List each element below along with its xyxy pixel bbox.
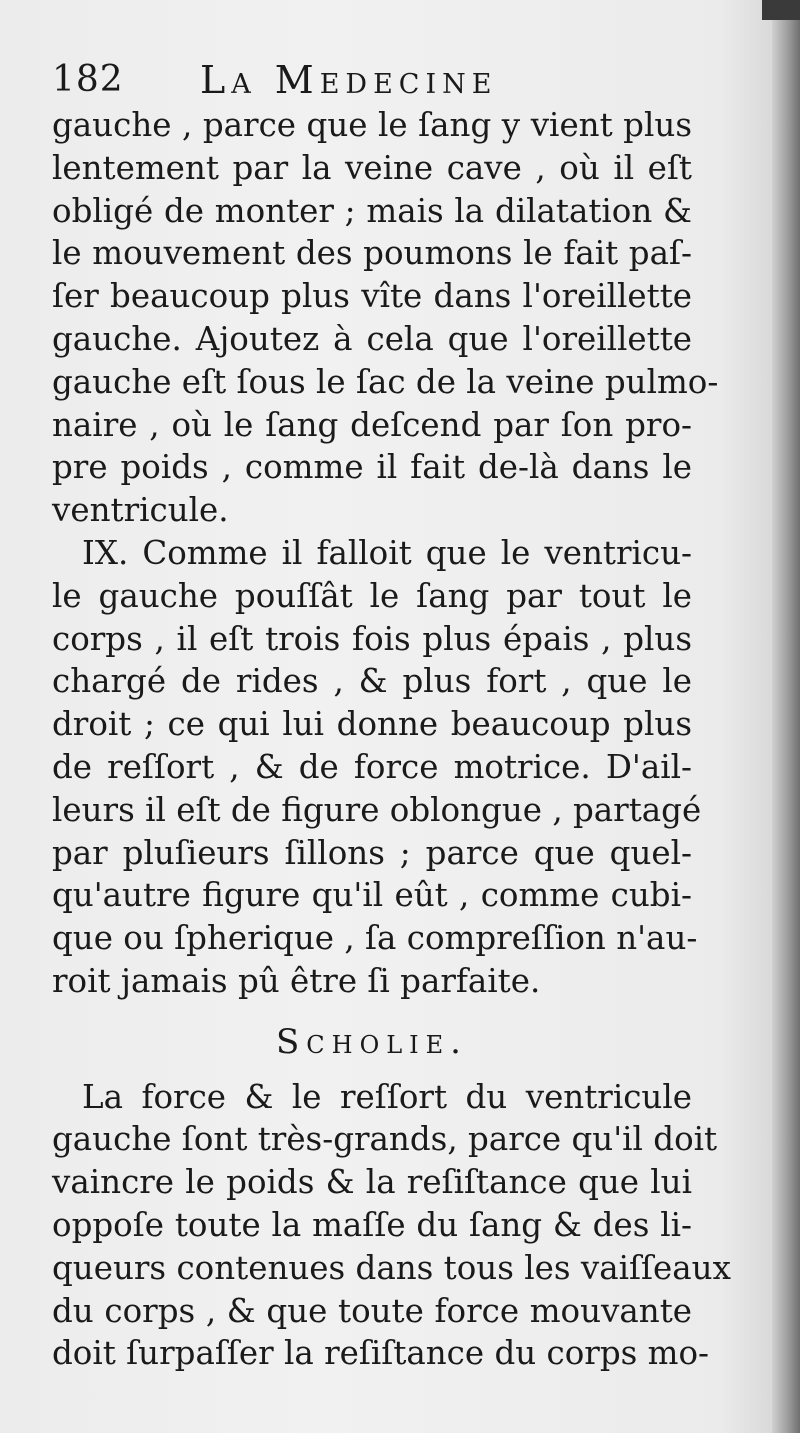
paragraph-1 bbox=[52, 104, 719, 532]
text-line: le gauche pouſſât le ſang par tout le bbox=[52, 576, 692, 615]
text-line: leurs il eſt de figure oblongue , partagé bbox=[52, 790, 702, 829]
text-line: doit ſurpaſſer la reſiſtance du corps mo- bbox=[52, 1334, 709, 1373]
text-line: queurs contenues dans tous les vaiſſeaux bbox=[52, 1248, 731, 1287]
paragraph-2 bbox=[52, 532, 702, 1003]
text-line: gauche , parce que le ſang y vient plus bbox=[52, 106, 692, 144]
text-line: obligé de monter ; mais la dilatation & bbox=[52, 191, 692, 230]
page-header bbox=[52, 55, 702, 105]
text-line: qu'autre figure qu'il eût , comme cubi- bbox=[52, 876, 692, 915]
text-line: de reſſort , & de force motrice. D'ail- bbox=[52, 747, 692, 786]
text-line: vaincre le poids & la reſiſtance que lui bbox=[52, 1163, 692, 1202]
page-corner-shadow bbox=[762, 0, 800, 20]
text-line: lentement par la veine cave , où il eſt bbox=[52, 148, 692, 187]
text-line: gauche eſt ſous le ſac de la veine pulmo- bbox=[52, 362, 719, 401]
page-body bbox=[52, 104, 731, 1375]
text-line: ſer beaucoup plus vîte dans l'oreillette bbox=[52, 277, 692, 316]
page-number: 182 bbox=[52, 59, 124, 100]
text-line: chargé de rides , & plus fort , que le bbox=[52, 662, 692, 701]
text-line: gauche. Ajoutez à cela que l'oreillette bbox=[52, 319, 692, 358]
page-gutter bbox=[772, 0, 800, 1433]
text-line: oppoſe toute la maſſe du ſang & des li- bbox=[52, 1205, 692, 1244]
paragraph-3 bbox=[52, 1076, 731, 1376]
text-line: gauche ſont très-grands, parce qu'il doit bbox=[52, 1120, 718, 1159]
running-title: La Medecine bbox=[200, 58, 498, 102]
text-line: ventricule. bbox=[52, 491, 229, 530]
text-line: du corps , & que toute force mouvante bbox=[52, 1291, 692, 1330]
text-line: roit jamais pû être ſi parfaite. bbox=[52, 961, 541, 1000]
section-heading: Scholie. bbox=[275, 1021, 468, 1062]
text-line: par pluſieurs ſillons ; parce que quel- bbox=[52, 833, 692, 872]
text-line: droit ; ce qui lui donne beaucoup plus bbox=[52, 705, 692, 744]
text-line: le mouvement des poumons le fait paſ- bbox=[52, 234, 692, 273]
text-line: que ou ſpherique , ſa compreſſion n'au- bbox=[52, 919, 698, 958]
text-line: IX. Comme il falloit que le ventricu- bbox=[82, 533, 692, 572]
text-line: La force & le reſſort du ventricule bbox=[82, 1077, 692, 1116]
text-line: pre poids , comme il fait de-là dans le bbox=[52, 448, 692, 487]
text-line: corps , il eſt trois fois plus épais , plus bbox=[52, 619, 692, 658]
text-line: naire , où le ſang deſcend par ſon pro- bbox=[52, 405, 692, 444]
